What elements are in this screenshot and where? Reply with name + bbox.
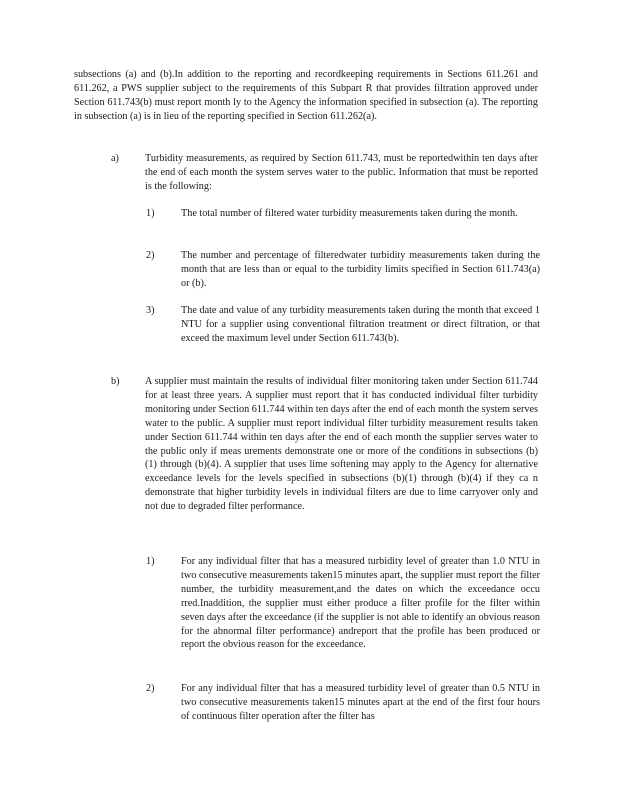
item-text: Turbidity measurements, as required by Section 611.743, must be reportedwithin ten days after the end of each month the system serves water to the public. Information that must be reported is the following: <box>145 153 538 192</box>
intro-paragraph: subsections (a) and (b).In addition to the reporting and recordkeeping requirements in Sections 611.261 and 611.262, a PWS supplier subject to the requirements of this Subpart R that provides filtration approved under Section 611.743(b) must report month ly to the Agency the information specified in subsection (a). The reporting in subsection (a) is in lieu of the reporting specified in Section 611.262(a). <box>74 69 538 122</box>
item-text: A supplier must maintain the results of individual filter monitoring taken under Section 611.744 for at least three years. A supplier must report that it has conducted individual filter turbidity monitoring under Section 611.744 within ten days after the end of each month the system serves water to the public. A supplier must report individual filter turbidity measurement results taken under Section 611.744 within ten days after the end of each month the supplier serves water to the public only if meas urements demonstrate one or more of the conditions in subsections (b)(1) through (b)(4). A supplier that uses lime softening may apply to the Agency for alternative exceedance levels for the levels specified in subsections (b)(1) through (b)(4) if they ca n demonstrate that higher turbidity levels in individual filters are due to lime carryover only and not due to degraded filter performance. <box>145 376 538 513</box>
item-marker: 2) <box>146 683 155 694</box>
item-text: For any individual filter that has a measured turbidity level of greater than 0.5 NTU in two consecutive measurements taken15 minutes apart at the end of the first four hours of continuous filter operation after the filter has <box>181 683 540 722</box>
item-marker: 2) <box>146 250 155 261</box>
item-marker: 3) <box>146 305 155 316</box>
item-marker: b) <box>111 376 120 387</box>
item-text: For any individual filter that has a measured turbidity level of greater than 1.0 NTU in two consecutive measurements taken15 minutes apart, the supplier must report the filter number, the turbidity measurement,and the dates on which the exceedance occu rred.Inaddition, the supplier must either produce a filter profile for the filter within seven days after the exceedance (if the supplier is not able to identify an obvious reason for the abnormal filter performance) andreport that the profile has been produced or report the obvious reason for the exceedance. <box>181 556 540 651</box>
item-marker: 1) <box>146 208 155 219</box>
item-text: The total number of filtered water turbidity measurements taken during the month. <box>181 208 518 219</box>
item-marker: a) <box>111 153 119 164</box>
item-text: The number and percentage of filteredwater turbidity measurements taken during the month that are less than or equal to the turbidity limits specified in Section 611.743(a) or (b). <box>181 250 540 289</box>
item-marker: 1) <box>146 556 155 567</box>
item-text: The date and value of any turbidity measurements taken during the month that exceed 1 NTU for a supplier using conventional filtration treatment or direct filtration, or that exceed the maximum level under Section 611.743(b). <box>181 305 540 344</box>
